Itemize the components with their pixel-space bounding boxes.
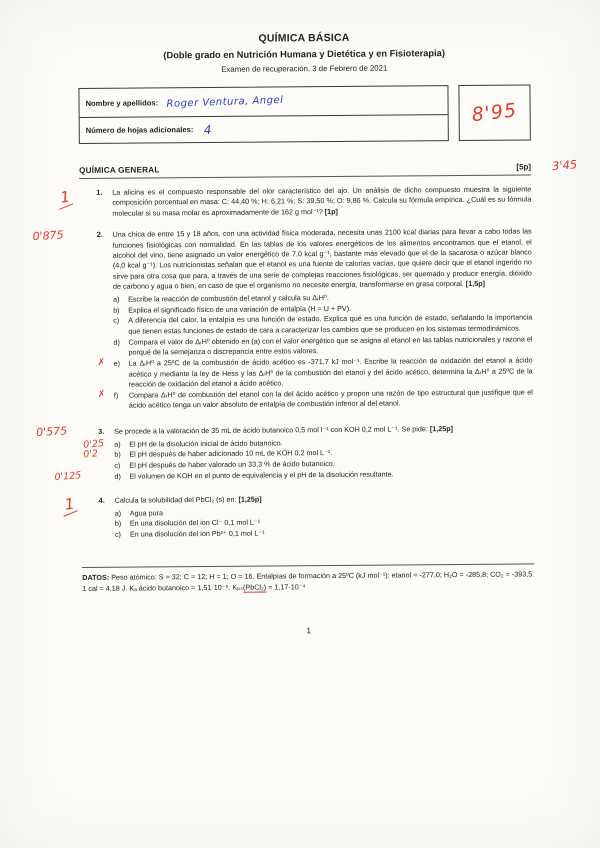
question-points: [1,5p] (465, 279, 485, 289)
datos-kps-circled: (PbCl₂) (242, 582, 267, 592)
item-text: A diferencia del calor, la entalpía es una función de estado. Explica qué es una función de estado, señalando la importancia que tienen estas funciones de estado de cara a caracterizar los cambios que se producen en los sistemas termodinámicos. (128, 312, 533, 336)
exam-subtitle: (Doble grado en Nutrición Humana y Dietética y en Fisioterapia) (163, 48, 445, 61)
item-text: En una disolución del ion Cl⁻ 0,1 mol L⁻¹ (129, 518, 261, 529)
section-grade-handwritten: 3'45 (551, 157, 578, 174)
page-title: QUÍMICA BÁSICA (258, 31, 350, 45)
section-title: QUÍMICA GENERAL (79, 165, 160, 175)
page-content (32, 30, 578, 637)
item-text: Explica el significado físico de una variación de entalpía (H = U + PV). (128, 303, 352, 315)
item-text: Agua pura (129, 507, 163, 518)
sheets-label: Número de hojas adicionales: (85, 125, 194, 135)
section-points: [5p] (516, 162, 532, 172)
question-body (97, 226, 533, 412)
item-text: El pH después de haber valorado un 33,3 % de ácido butanoico. (129, 459, 335, 470)
question-items (54, 436, 533, 484)
name-handwritten: Roger Ventura, Angel (165, 94, 284, 110)
student-info-box (78, 85, 448, 144)
name-row (79, 86, 447, 117)
question-item (113, 313, 532, 337)
item-label: a) (114, 439, 121, 449)
item-label: b) (114, 519, 122, 529)
sheets-handwritten: 4 (202, 122, 212, 137)
item-label: c) (114, 461, 121, 471)
item-label: c) (114, 530, 121, 540)
question-text (112, 184, 531, 219)
question-points: [1p] (324, 206, 338, 216)
item-label: c) (113, 316, 120, 326)
question-items (115, 505, 534, 541)
name-label: Nombre y apellidos: (85, 97, 159, 108)
question-number: 4. (98, 495, 105, 506)
exam-date-line: Examen de recuperación. 3 de Febrero de 2021 (221, 63, 388, 74)
question-number: 2. (96, 230, 103, 240)
item-text: El pH de la disolución inicial de ácido butanoico. (129, 437, 283, 449)
question-item (115, 527, 534, 541)
question-number: 3. (98, 426, 105, 436)
datos-label: DATOS: (82, 573, 110, 583)
question-items (97, 291, 533, 411)
item-label: d) (113, 337, 120, 347)
datos-block (82, 564, 534, 594)
question-text-body: Una chica de entre 15 y 18 años, con una actividad física moderada, necesita unas 2100 kcal diarias para llevar a cabo todas las funciones fisiológicas con normalidad. En las tablas de los valores energéticos de los alimentos encontramos que el etanol, el alcohol del vino, tiene asignado un valor energético de 7,0 kcal g⁻¹, bastante más elevado que el de la sacarosa o azúcar blanco (4,0 kcal g⁻¹). Los nutricionistas señalan que el etanol es una fuente de calorías vacías, que quiere decir que el etanol ingerido no sirve para otra cosa que para, a través de una serie de complejas reacciones fisiológicas, ser quemado y producir energía, dióxido de carbono y agua o bien, en caso de que el organismo no necesite energía, transformarse en grasa corporal. (112, 226, 532, 291)
item-wrong-mark-handwritten: ✗ (97, 389, 106, 400)
item-text: Compara el valor de ΔᵣH⁰ obtenido en (a) con el valor energético que se asigna al etanol en las tablas nutricionales y razona el porqué de la semejanza o discrepancia entre estos valores. (128, 334, 533, 357)
question-1 (59, 184, 532, 219)
question-2 (32, 226, 533, 412)
datos-text: Peso atómico: S = 32; C = 12; H = 1; O = 16. Entalpías de formación a 25ºC (kJ mol⁻¹): etanol = -277,0; H₂O = -285,8; CO₂ = -393,5. 1 cal = 4,18 J. Kₐ ácido butanoico = 1,51·10⁻⁵. Kₚₛ (82, 569, 535, 593)
question-points: [1,25p] (238, 494, 262, 504)
question-4-score-handwritten: 1 (63, 494, 76, 514)
item-score-handwritten: 0'2 (82, 448, 99, 461)
item-score-handwritten: 0'125 (54, 470, 82, 484)
question-item (97, 387, 533, 411)
page-number: 1 (306, 626, 311, 636)
item-text: El volumen de KOH en el punto de equivalencia y el pH de la disolución resultante. (129, 469, 394, 481)
question-text (115, 493, 534, 507)
question-body (115, 493, 534, 541)
item-label: d) (114, 471, 121, 481)
item-text: El pH después de haber adicionado 10 mL de KOH 0,2 mol L⁻¹. (129, 448, 333, 460)
question-1-score-handwritten: 1 (59, 187, 72, 207)
question-number: 1. (96, 187, 103, 197)
question-text-body: Se procede a la valoración de 35 mL de ácido butanoico 0,5 mol l⁻¹ con KOH 0,2 mol L⁻¹. Se pide: (114, 424, 428, 436)
question-3 (35, 424, 533, 484)
question-4 (63, 493, 534, 542)
question-points: [1,25p] (429, 424, 454, 434)
item-text: La ΔᵣH⁰ a 25ºC de la combustión de ácido acético es -371,7 kJ mol⁻¹. Escribe la reacción de oxidación del etanol a ácido acético y mediante la ley de Hess y las ΔᵣH⁰ de la combustión del etanol y del ácido acético, determina la ΔᵣH⁰ a 25ºC de la reacción de oxidación del etanol a ácido acético. (128, 355, 533, 389)
datos-text-end: = 1,17·10⁻⁴ (266, 581, 306, 592)
item-text: Compara ΔᵣH⁰ de combustión del etanol con la del ácido acético y propon una razón de tipo estructural que justifique que el ácido acético tenga un valor absoluto de entalpía de combustión inferior al del etanol. (128, 387, 533, 410)
question-item (54, 469, 533, 484)
item-score-handwritten: 0'25 (82, 437, 105, 451)
item-text: En una disolución del ion Pb²⁺ 0,1 mol L⁻¹ (129, 528, 265, 539)
item-label: e) (113, 358, 121, 368)
item-wrong-mark-handwritten: ✗ (97, 357, 106, 369)
student-info-row (78, 84, 530, 144)
additional-sheets-row (80, 114, 448, 143)
item-label: f) (113, 390, 119, 400)
item-text: Escribe la reacción de combustión del etanol y calcula su ΔᵣH⁰. (128, 292, 329, 304)
section-header (79, 157, 578, 179)
item-label: b) (113, 305, 120, 315)
item-label: a) (114, 508, 122, 518)
question-item (97, 355, 533, 391)
question-2-score-handwritten: 0'875 (32, 228, 64, 244)
item-label: a) (113, 294, 120, 304)
question-3-score-handwritten: 0'575 (35, 424, 68, 440)
grade-box (458, 84, 530, 141)
total-grade-handwritten: 8'95 (470, 99, 519, 127)
question-text-body: Calcula la solubilidad del PbCl₂ (s) en: (114, 494, 237, 505)
question-text-body: La alicina es el compuesto responsable del olor característico del ajo. Un análisis de dicho compuesto muestra la siguiente composición porcentual en masa: C: 44,40 %; H: 6,21 %; S: 39,50 %; O: 9,86 %. Calcula su fórmula empírica. ¿Cuál es su fórmula molecular si su masa molar es aproximadamente de 162 g mol⁻¹? (112, 184, 532, 218)
question-item (113, 334, 532, 358)
question-body (112, 184, 531, 219)
item-label: b) (114, 450, 121, 460)
question-text (114, 424, 533, 438)
question-body (54, 424, 533, 484)
question-text (113, 227, 532, 293)
